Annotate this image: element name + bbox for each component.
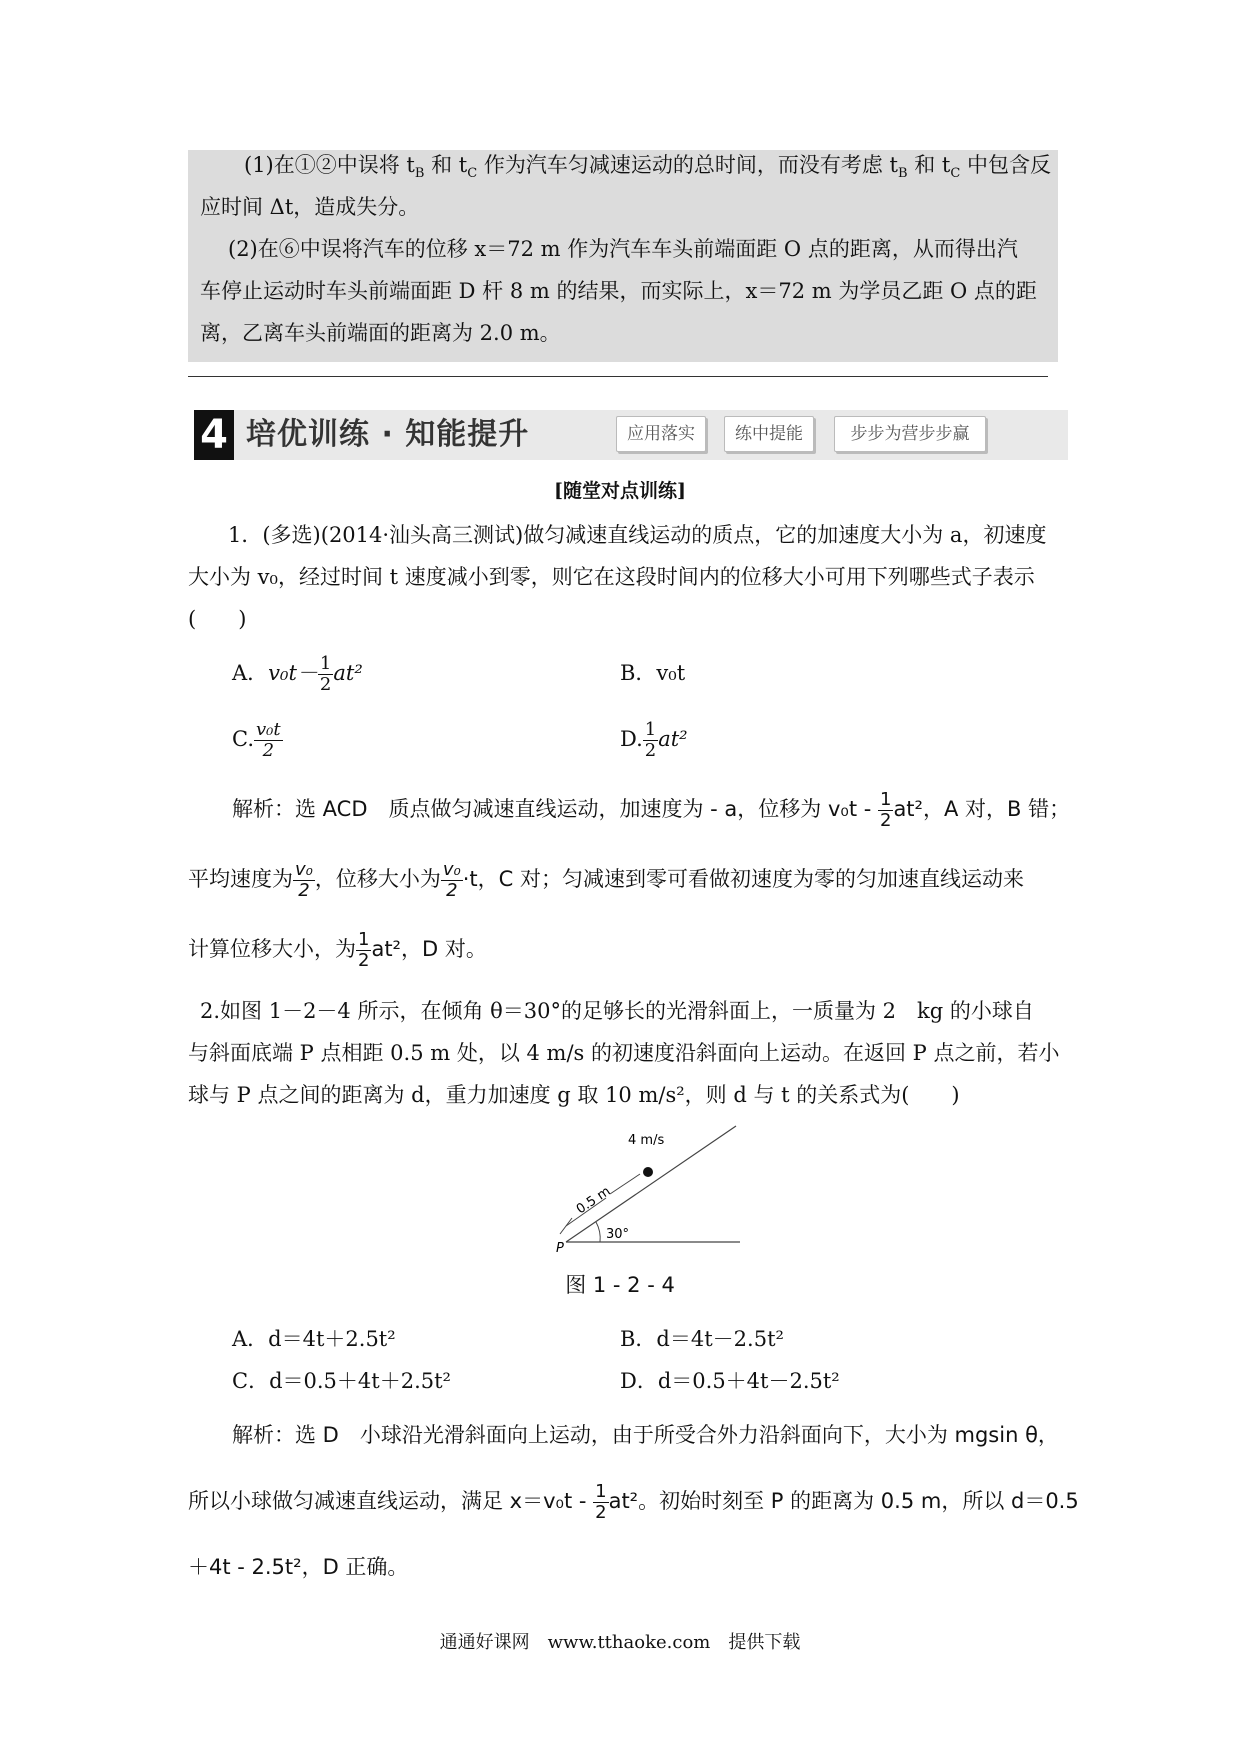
angle-arc bbox=[596, 1222, 600, 1242]
distance-label: 0.5 m bbox=[573, 1183, 614, 1218]
q2-answer-line-1: 解析：选 D 小球沿光滑斜面向上运动，由于所受合外力沿斜面向下，大小为 mgsin θ， bbox=[232, 1423, 1059, 1447]
note-line-5: 离，乙离车头前端面的距离为 2.0 m。 bbox=[200, 321, 561, 345]
page-footer: 通通好课网 www.tthaoke.com 提供下载 bbox=[439, 1632, 801, 1653]
q2-answer-line-2: 所以小球做匀减速直线运动，满足 x＝v₀t - $\frac{1}{2}$ at²。初始时刻至 P 的距离为 0.5 m，所以 d＝0.5 bbox=[188, 1480, 1079, 1523]
q1-answer-line-2: 平均速度为 $\frac{\text{v₀}}{2}$ ，位移大小为 $\frac{\text{v₀}}{2}$ ·t，C 对；匀减速到零可看做初速度为零的匀加速直线运动来 bbox=[188, 858, 1024, 901]
speed-label: 4 m/s bbox=[628, 1133, 665, 1148]
point-p-label: P bbox=[556, 1241, 564, 1254]
figure-caption: 图 1 - 2 - 4 bbox=[565, 1273, 675, 1297]
section-divider bbox=[188, 376, 1048, 377]
incline-figure bbox=[540, 1118, 750, 1254]
q1-option-c: C. $\frac{\text{v₀t}}{2}$ bbox=[232, 719, 281, 761]
q2-answer-line-3: ＋4t - 2.5t²，D 正确。 bbox=[188, 1555, 409, 1579]
ball bbox=[643, 1167, 653, 1177]
q2-option-b: B．d＝4t－2.5t² bbox=[620, 1327, 784, 1351]
q2-line-2: 与斜面底端 P 点相距 0.5 m 处，以 4 m/s 的初速度沿斜面向上运动。在返回 P 点之前，若小 bbox=[188, 1041, 1060, 1065]
note-line-2: 应时间 Δt，造成失分。 bbox=[200, 195, 420, 219]
q2-option-d: D．d＝0.5＋4t－2.5t² bbox=[620, 1369, 840, 1393]
note-line-4: 车停止运动时车头前端面距 D 杆 8 m 的结果，而实际上，x＝72 m 为学员乙距 O 点的距 bbox=[200, 279, 1037, 303]
section-number: 4 bbox=[194, 410, 234, 460]
q1-line-2: 大小为 v₀，经过时间 t 速度减小到零，则它在这段时间内的位移大小可用下列哪些式子表示 bbox=[188, 565, 1035, 589]
tag-step: 步步为营步步赢 bbox=[834, 416, 986, 452]
q2-option-a: A．d＝4t＋2.5t² bbox=[232, 1327, 396, 1351]
section-banner bbox=[194, 410, 1068, 460]
q1-line-3: ( ) bbox=[188, 607, 247, 631]
subsection-title: [随堂对点训练] bbox=[554, 480, 686, 502]
note-line-1: (1)在①②中误将 $t_B$ 和 $t_C$ 作为汽车匀减速运动的总时间，而没有考虑 $t_B$ 和 $t_C$ 中包含反 bbox=[244, 153, 1051, 182]
section-title: 培优训练 · 知能提升 bbox=[246, 417, 530, 452]
q1-option-d: D. $\frac{1}{2}$ at² bbox=[620, 719, 688, 761]
q2-option-c: C．d＝0.5＋4t＋2.5t² bbox=[232, 1369, 451, 1393]
tag-apply: 应用落实 bbox=[616, 416, 706, 452]
q1-option-b: B．v₀t bbox=[620, 661, 686, 685]
q1-answer-line-3: 计算位移大小，为 $\frac{1}{2}$ at²，D 对。 bbox=[188, 928, 487, 971]
angle-label: 30° bbox=[606, 1227, 630, 1242]
dimension-line-2 bbox=[610, 1174, 640, 1194]
q2-line-3: 球与 P 点之间的距离为 d，重力加速度 g 取 10 m/s²，则 d 与 t 的关系式为( ) bbox=[188, 1083, 960, 1107]
tag-practice: 练中提能 bbox=[724, 416, 814, 452]
q2-line-1: 2.如图 1－2－4 所示，在倾角 θ＝30°的足够长的光滑斜面上，一质量为 2 kg 的小球自 bbox=[200, 999, 1034, 1023]
note-line-3: (2)在⑥中误将汽车的位移 x＝72 m 作为汽车车头前端面距 O 点的距离，从而得出汽 bbox=[228, 237, 1018, 261]
q1-option-a: A．v₀t－ $\frac{1}{2}$ at² bbox=[232, 653, 363, 695]
q1-line-1: 1．(多选)(2014·汕头高三测试)做匀减速直线运动的质点，它的加速度大小为 a，初速度 bbox=[228, 523, 1047, 547]
q1-answer-line-1: 解析：选 ACD 质点做匀减速直线运动，加速度为 - a，位移为 v₀t - $\frac{1}{2}$ at²，A 对，B 错； bbox=[232, 788, 1071, 831]
